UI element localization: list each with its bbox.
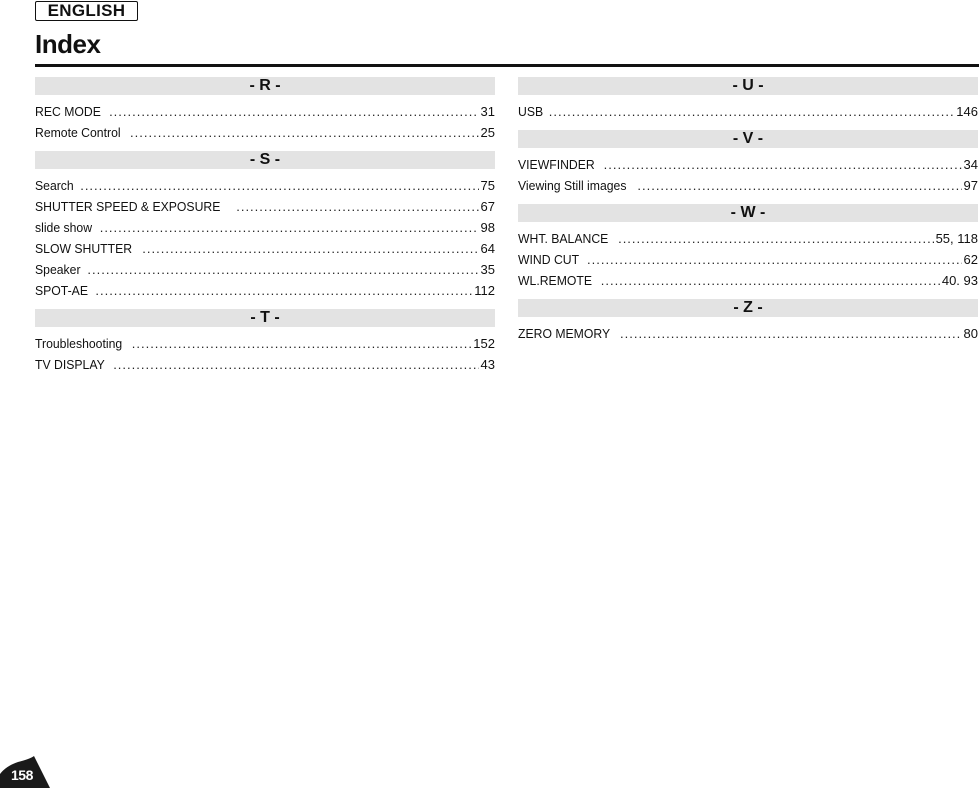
index-entry xyxy=(35,122,495,143)
entry-label: SPOT-AE xyxy=(35,283,88,298)
dot-leader xyxy=(637,175,961,196)
index-section xyxy=(35,309,495,375)
entry-label: WIND CUT xyxy=(518,252,580,267)
dot-leader xyxy=(549,101,955,122)
entry-page-number: 98 xyxy=(480,220,495,235)
entry-page-number: 35 xyxy=(480,262,495,277)
entry-label: WL.REMOTE xyxy=(518,273,593,288)
section-letter-header: - T - xyxy=(35,309,495,327)
index-entry xyxy=(518,228,978,249)
entry-page-number: 97 xyxy=(963,178,978,193)
page-title: Index xyxy=(35,29,101,59)
page-number: 158 xyxy=(11,767,33,783)
dot-leader xyxy=(95,280,472,301)
dot-leader xyxy=(620,323,962,344)
entry-label: REC MODE xyxy=(35,104,101,119)
dot-leader xyxy=(142,238,478,259)
index-section xyxy=(518,77,978,122)
entry-page-number: 31 xyxy=(480,104,495,119)
entry-label: ZERO MEMORY xyxy=(518,326,611,341)
entry-label: TV DISPLAY xyxy=(35,357,105,372)
section-letter-header: - R - xyxy=(35,77,495,95)
index-entry xyxy=(35,217,495,238)
title-divider xyxy=(35,64,979,67)
section-letter-header: - S - xyxy=(35,151,495,169)
index-column-right xyxy=(518,77,978,352)
section-letter-header: - Z - xyxy=(518,299,978,317)
entry-page-number: 25 xyxy=(480,125,495,140)
index-entry xyxy=(518,101,978,122)
index-entry xyxy=(35,238,495,259)
dot-leader xyxy=(80,175,478,196)
entry-page-number: 80 xyxy=(963,326,978,341)
dot-leader xyxy=(618,228,934,249)
entry-label: Speaker xyxy=(35,262,81,277)
entry-label: WHT. BALANCE xyxy=(518,231,609,246)
index-entry xyxy=(35,333,495,354)
dot-leader xyxy=(587,249,962,270)
entry-label: Troubleshooting xyxy=(35,336,123,351)
entry-label: VIEWFINDER xyxy=(518,157,595,172)
entry-label: Search xyxy=(35,178,74,193)
index-entry xyxy=(35,280,495,301)
index-entry xyxy=(35,259,495,280)
entry-page-number: 112 xyxy=(474,283,495,298)
index-section xyxy=(518,204,978,291)
entry-page-number: 34 xyxy=(963,157,978,172)
index-section xyxy=(518,299,978,344)
dot-leader xyxy=(130,122,478,143)
dot-leader xyxy=(236,196,478,217)
dot-leader xyxy=(604,154,962,175)
entry-page-number: 146 xyxy=(956,104,978,119)
dot-leader xyxy=(100,217,479,238)
entry-page-number: 55, 118 xyxy=(935,231,978,246)
index-entry xyxy=(35,354,495,375)
index-entry xyxy=(35,196,495,217)
entry-label: USB xyxy=(518,104,544,119)
entry-label: slide show xyxy=(35,220,93,235)
index-entry xyxy=(35,101,495,122)
index-section xyxy=(35,151,495,301)
index-entry xyxy=(518,154,978,175)
index-entry xyxy=(518,175,978,196)
index-entry xyxy=(35,175,495,196)
index-section xyxy=(35,77,495,143)
entry-label: SHUTTER SPEED & EXPOSURE xyxy=(35,199,221,214)
index-entry xyxy=(518,323,978,344)
dot-leader xyxy=(109,101,478,122)
entry-label: SLOW SHUTTER xyxy=(35,241,133,256)
index-section xyxy=(518,130,978,196)
entry-page-number: 67 xyxy=(480,199,495,214)
entry-page-number: 43 xyxy=(480,357,495,372)
dot-leader xyxy=(601,270,940,291)
entry-page-number: 62 xyxy=(963,252,978,267)
section-letter-header: - W - xyxy=(518,204,978,222)
section-letter-header: - U - xyxy=(518,77,978,95)
entry-page-number: 152 xyxy=(473,336,495,351)
entry-label: Viewing Still images xyxy=(518,178,627,193)
section-letter-header: - V - xyxy=(518,130,978,148)
language-badge: ENGLISH xyxy=(35,1,138,21)
entry-page-number: 40. 93 xyxy=(941,273,978,288)
entry-page-number: 75 xyxy=(480,178,495,193)
dot-leader xyxy=(113,354,478,375)
dot-leader xyxy=(87,259,478,280)
entry-label: Remote Control xyxy=(35,125,121,140)
entry-page-number: 64 xyxy=(480,241,495,256)
dot-leader xyxy=(132,333,472,354)
index-entry xyxy=(518,270,978,291)
index-column-left xyxy=(35,77,495,383)
index-entry xyxy=(518,249,978,270)
